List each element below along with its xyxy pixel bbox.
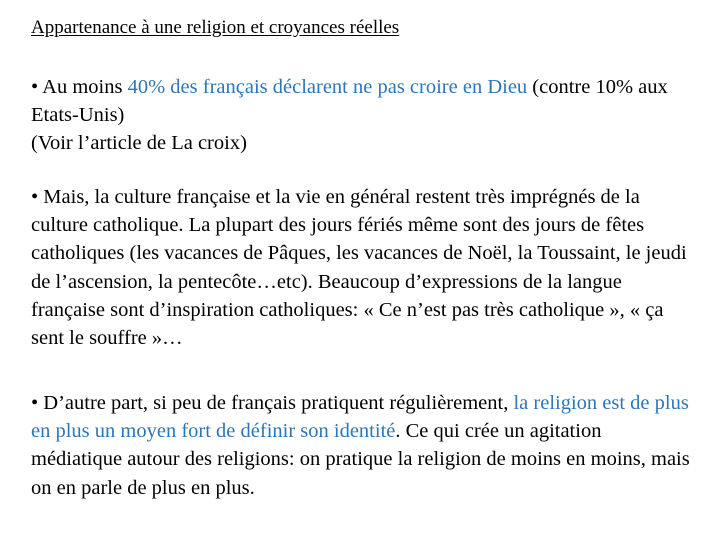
bullet-1-reference: (Voir l’article de La croix): [31, 132, 247, 155]
bullet-1-text-post: (contre 10% aux Etats-Unis): [31, 76, 668, 127]
page-title: Appartenance à une religion et croyances réelles: [31, 17, 400, 38]
bullet-1-marker: •: [31, 76, 43, 98]
bullet-3-text-pre: • D’autre part, si peu de français pratiquent régulièrement,: [31, 392, 514, 414]
bullet-1-highlight: 40% des français déclarent ne pas croire en Dieu: [127, 76, 528, 98]
bullet-3-highlight: la religion est de plus en plus un moyen fort de définir son identité: [31, 392, 689, 443]
paragraph-bullet-3: [31, 389, 696, 502]
paragraph-bullet-2: • Mais, la culture française et la vie en général restent très imprégnés de la culture catholique. La plupart des jours fériés même sont des jours de fêtes catholiques (les vacances de Pâques, les vacances de Noël, la Toussaint, le jeudi de l’ascension, la pentecôte…etc). Beaucoup d’expressions de la langue française sont d’inspiration catholiques: « Ce n’est pas très catholique », « ça sent le souffre »…: [31, 186, 687, 350]
paragraph-bullet-1: [31, 73, 696, 158]
bullet-3-text-post: . Ce qui crée un agitation médiatique autour des religions: on pratique la religion de moins en moins, mais on en parle de plus en plus.: [31, 420, 690, 499]
bullet-1-text-pre: Au moins: [42, 76, 128, 98]
